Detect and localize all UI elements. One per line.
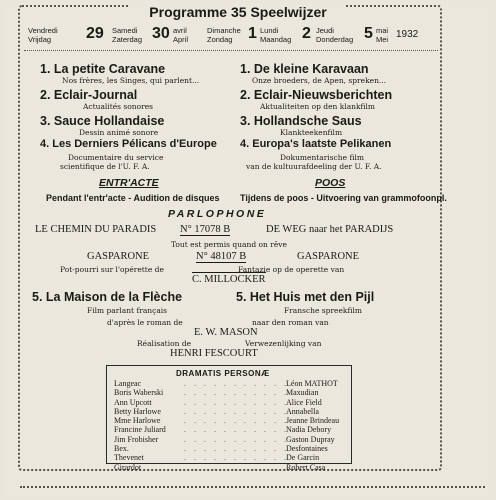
cast-title: DRAMATIS PERSONÆ <box>176 369 270 378</box>
song-1-note: Tout est permis quand on rêve <box>171 240 287 249</box>
cast-dot-leaders: . . . . . . . . . . . . . . . . . . . . . . . . . . . . . . . . . . . . . . . . . . . . . . . . . . . . . . . . . . . . . . . . . . . . . . . . . . . . . . . . . . . . . . . . . . . . . . . . . . . . . . . . . . . . . . <box>184 379 289 472</box>
song-2-fr: GASPARONE <box>87 251 150 262</box>
director-nl: Verwezenlijking van <box>245 339 322 348</box>
entracte-label: ENTR'ACTE <box>99 177 159 189</box>
author: E. W. MASON <box>194 327 258 338</box>
nl-item-1-sub: Onze broeders, de Apen, spreken... <box>252 76 387 85</box>
cast-actor: Annabella <box>286 406 319 416</box>
dotted-divider-bottom <box>20 486 485 488</box>
date-year: 1932 <box>396 29 419 40</box>
nl-item-3-sub: Klankteekenfilm <box>280 128 343 137</box>
date-day-5: Jeudi Donderdag <box>316 26 354 44</box>
feature-title-fr: 5. La Maison de la Flèche <box>32 290 183 304</box>
cast-actor: Gaston Dupray <box>286 434 335 444</box>
potpourri-nl: Fantazie op de operette van <box>238 265 345 274</box>
fr-item-4-sub: Documentaire du service <box>68 153 164 162</box>
date-month-2: mai Mei <box>376 26 389 44</box>
cast-role: Jim Frobisher <box>114 434 159 444</box>
cast-actor: Léon MATHOT <box>286 379 338 388</box>
nl-item-2-title: 2. Eclair-Nieuwsberichten <box>240 88 393 102</box>
cast-role: Langeac <box>114 379 142 388</box>
date-month-1: avril April <box>173 26 189 44</box>
date-num-4: 2 <box>302 25 311 42</box>
cast-role: Bex. <box>114 444 129 454</box>
song-2-nl: GASPARONE <box>297 251 360 262</box>
cast-role: Thevenet <box>114 453 144 463</box>
date-day-2: Samedi Zaterdag <box>112 26 143 44</box>
song-1-nl: DE WEG naar het PARADIJS <box>266 224 394 235</box>
feature-sub-fr: Film parlant français <box>87 306 168 315</box>
date-num-5: 5 <box>364 25 373 42</box>
header-separator <box>24 50 438 51</box>
cast-actor: Robert Casa <box>286 462 326 472</box>
fr-item-3-title: 3. Sauce Hollandaise <box>40 114 165 128</box>
nl-item-1-title: 1. De kleine Karavaan <box>240 62 369 76</box>
date-header <box>24 22 438 48</box>
cast-role: Mme Harlowe <box>114 416 161 426</box>
cast-role: Betty Harlowe <box>114 406 161 416</box>
fr-item-2-sub: Actualités sonores <box>83 102 153 111</box>
date-num-3: 1 <box>248 25 257 42</box>
song-1-number: N° 17078 B <box>180 224 231 235</box>
novel-nl: naar den roman van <box>252 318 329 327</box>
cast-role: Ann Upcott <box>114 397 152 407</box>
cast-actor: Desfontaines <box>286 444 328 454</box>
date-num-1: 29 <box>86 25 104 42</box>
director-fr: Réalisation de <box>137 339 192 348</box>
cast-actor: Nadia Debory <box>286 425 332 435</box>
date-day-4: Lundi Maandag <box>260 26 292 44</box>
director: HENRI FESCOURT <box>170 348 258 359</box>
poos-label: POOS <box>315 177 346 189</box>
poos-text: Tijdens de poos - Uitvoering van grammofoonpl. <box>240 193 447 203</box>
nl-item-4-sub: Dokumentarische film <box>280 153 364 162</box>
cast-role: Francine Juliard <box>114 425 166 435</box>
date-day-1: Vendredi Vrijdag <box>28 26 58 44</box>
feature-sub-nl: Fransche spreekfilm <box>284 306 362 315</box>
entracte-text: Pendant l'entr'acte - Audition de disques <box>46 193 220 203</box>
cast-actors <box>286 379 339 472</box>
song-1-fr: LE CHEMIN DU PARADIS <box>35 224 157 235</box>
composer: C. MILLOCKER <box>192 274 266 285</box>
cast-actor: Jeanne Brindeau <box>286 416 340 426</box>
feature-title-nl: 5. Het Huis met den Pijl <box>236 290 375 304</box>
cast-actor: Alice Field <box>286 397 322 407</box>
fr-item-4-sub2: scientifique de l'U. F. A. <box>60 162 150 171</box>
cast-role: Boris Waberski <box>114 388 164 398</box>
fr-item-1-sub: Nos frères, les Singes, qui parlent... <box>62 76 200 85</box>
program-title: Programme 35 Speelwijzer <box>130 4 346 20</box>
cast-actor: De Garcin <box>286 453 320 463</box>
cast-roles <box>114 379 166 472</box>
fr-item-1-title: 1. La petite Caravane <box>40 62 166 76</box>
cast-actor: Maxudian <box>286 388 319 398</box>
cast-role: Girardot <box>114 462 142 472</box>
fr-item-3-sub: Dessin animé sonore <box>79 128 159 137</box>
fr-item-2-title: 2. Eclair-Journal <box>40 88 138 102</box>
nl-item-4-sub2: van de kultuurafdeeling der U. F. A. <box>246 162 382 171</box>
nl-item-2-sub: Aktualiteiten op den klankfilm <box>260 102 376 111</box>
date-day-3: Dimanche Zondag <box>207 26 241 44</box>
novel-fr: d'après le roman de <box>107 318 183 327</box>
potpourri-fr: Pot-pourri sur l'opérette de <box>60 265 164 274</box>
parlophone-label: PARLOPHONE <box>168 208 267 220</box>
nl-item-4-title: 4. Europa's laatste Pelikanen <box>240 138 392 150</box>
nl-item-3-title: 3. Hollandsche Saus <box>240 114 362 128</box>
fr-item-4-title: 4. Les Derniers Pélicans d'Europe <box>40 138 217 150</box>
song-2-number: N° 48107 B <box>196 251 247 262</box>
date-num-2: 30 <box>152 25 170 42</box>
